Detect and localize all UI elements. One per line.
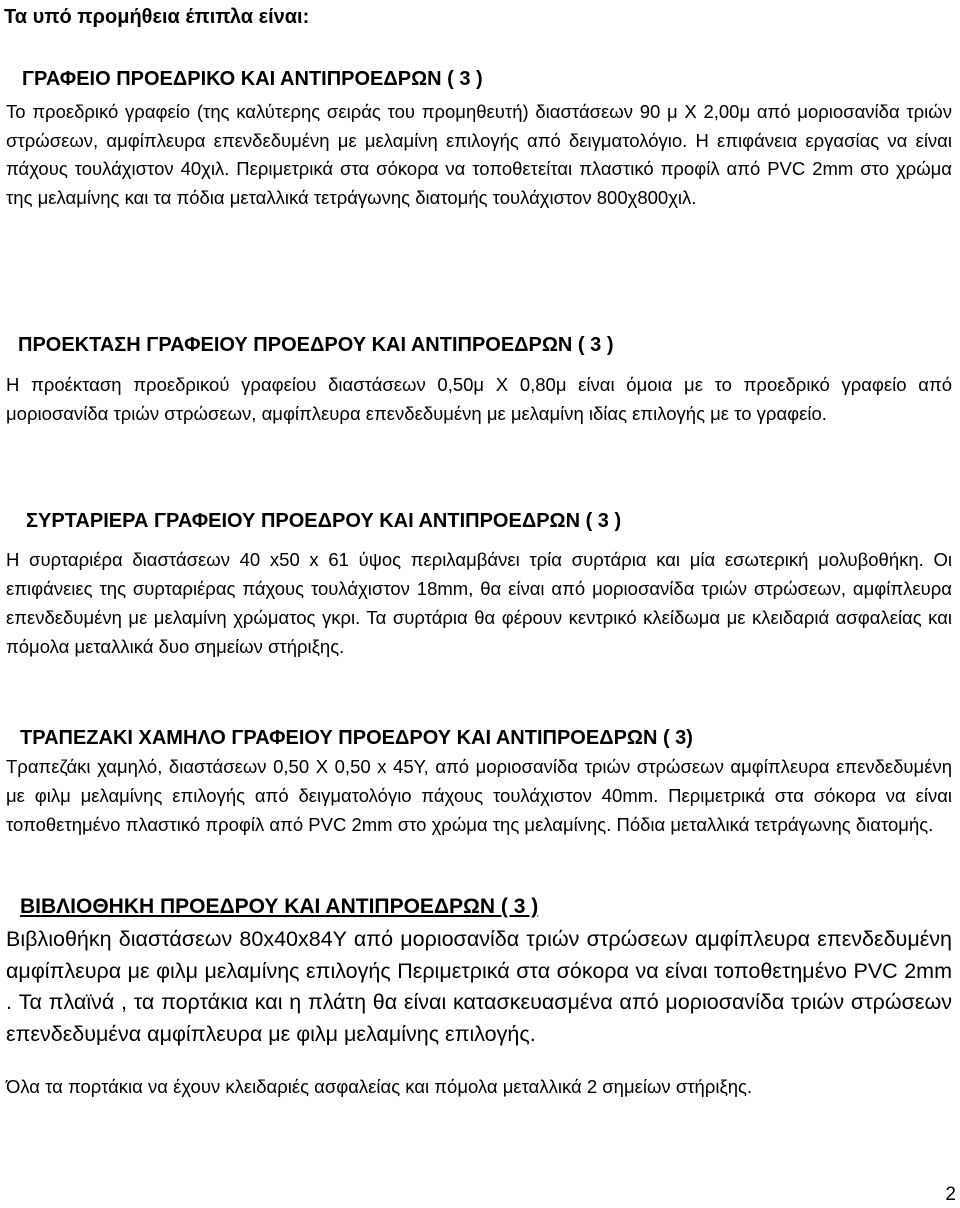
section-5-heading: ΒΙΒΛΙΟΘΗΚΗ ΠΡΟΕΔΡΟΥ ΚΑΙ ΑΝΤΙΠΡΟΕΔΡΩΝ ( 3 ) — [20, 895, 539, 918]
section-4-body: Τραπεζάκι χαμηλό, διαστάσεων 0,50 Χ 0,50 x 45Υ, από μοριοσανίδα τριών στρώσεων αμφίπλευρα επενδεδυμένη με φιλμ μελαμίνης επιλογής από δειγματολόγιο πάχους τουλάχιστον 40mm. Περιμετρικά στα σόκορα να είναι τοποθετημένο πλαστικό προφίλ από PVC 2mm στο χρώμα της μελαμίνης. Πόδια μεταλλικά τετράγωνης διατομής. — [6, 756, 952, 835]
section-2-body: Η προέκταση προεδρικού γραφείου διαστάσεων 0,50μ Χ 0,80μ είναι όμοια με το προεδρικό γραφείο από μοριοσανίδα τριών στρώσεων, αμφίπλευρα επενδεδυμένη με μελαμίνη ιδίας επιλογής με το γραφείο. — [6, 374, 952, 424]
section-1-heading: ΓΡΑΦΕΙΟ ΠΡΟΕΔΡΙΚΟ ΚΑΙ ΑΝΤΙΠΡΟΕΔΡΩΝ ( 3 ) — [22, 68, 483, 90]
section-4-heading: ΤΡΑΠΕΖΑΚΙ ΧΑΜΗΛΟ ΓΡΑΦΕΙΟΥ ΠΡΟΕΔΡΟΥ ΚΑΙ ΑΝΤΙΠΡΟΕΔΡΩΝ ( 3) — [20, 727, 693, 749]
document-intro: Τα υπό προμήθεια έπιπλα είναι: — [4, 6, 310, 28]
section-5-body-note: Όλα τα πορτάκια να έχουν κλειδαριές ασφαλείας και πόμολα μεταλλικά 2 σημείων στήριξης. — [6, 1076, 753, 1097]
section-3-heading: ΣΥΡΤΑΡΙΕΡΑ ΓΡΑΦΕΙΟΥ ΠΡΟΕΔΡΟΥ ΚΑΙ ΑΝΤΙΠΡΟΕΔΡΩΝ ( 3 ) — [26, 510, 622, 532]
section-2-heading: ΠΡΟΕΚΤΑΣΗ ΓΡΑΦΕΙΟΥ ΠΡΟΕΔΡΟΥ ΚΑΙ ΑΝΤΙΠΡΟΕΔΡΩΝ ( 3 ) — [18, 334, 614, 356]
section-5-body: Βιβλιοθήκη διαστάσεων 80x40x84Y από μοριοσανίδα τριών στρώσεων αμφίπλευρα επενδεδυμένη αμφίπλευρα με φιλμ μελαμίνης επιλογής Περιμετρικά στα σόκορα να είναι τοποθετημένο PVC 2mm . Τα πλαϊνά , τα πορτάκια και η πλάτη θα είναι κατασκευασμένα από μοριοσανίδα τριών στρώσεων επενδεδυμένα αμφίπλευρα με φιλμ μελαμίνης επιλογής. — [6, 927, 952, 1046]
section-3-body: Η συρταριέρα διαστάσεων 40 x50 x 61 ύψος περιλαμβάνει τρία συρτάρια και μία εσωτερική μολυβοθήκη. Οι επιφάνειες της συρταριέρας πάχους τουλάχιστον 18mm, θα είναι από μοριοσανίδα τριών στρώσεων, αμφίπλευρα επενδεδυμένη με μελαμίνη χρώματος γκρι. Τα συρτάρια θα φέρουν κεντρικό κλείδωμα με κλειδαριά ασφαλείας και πόμολα μεταλλικά δυο σημείων στήριξης. — [6, 549, 952, 657]
page-number: 2 — [945, 1184, 956, 1205]
section-1-body: Το προεδρικό γραφείο (της καλύτερης σειράς του προμηθευτή) διαστάσεων 90 μ Χ 2,00μ από μοριοσανίδα τριών στρώσεων, αμφίπλευρα επενδεδυμένη με μελαμίνη επιλογής από δειγματολόγιο. Η επιφάνεια εργασίας να είναι πάχους τουλάχιστον 40χιλ. Περιμετρικά στα σόκορα να τοποθετείται πλαστικό προφίλ από PVC 2mm στο χρώμα της μελαμίνης και τα πόδια μεταλλικά τετράγωνης διατομής τουλάχιστον 800χ800χιλ. — [6, 101, 952, 209]
